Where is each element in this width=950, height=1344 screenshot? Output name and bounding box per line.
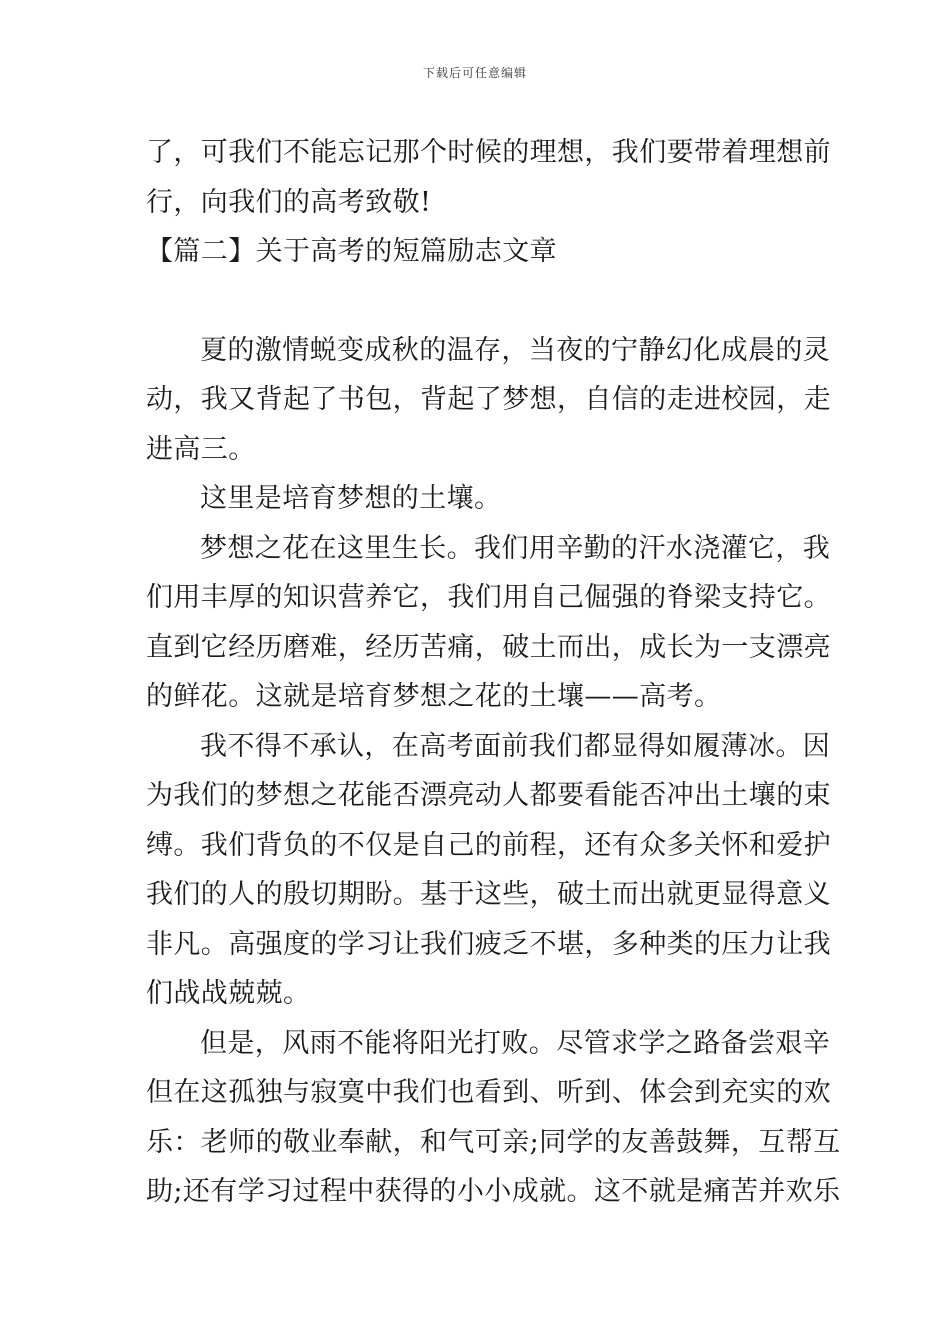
paragraph-first-line: 我不得不承认，在高考面前我们都显得如履薄冰。因 [200,730,831,762]
text-line: 为我们的梦想之花能否漂亮动人都要看能否冲出土壤的束 [146,780,831,811]
text-line: 进高三。 [146,433,256,465]
text-line: 直到它经历磨难，经历苦痛，破土而出，成长为一支漂亮 [146,631,831,663]
paragraph-first-line: 这里是培育梦想的土壤。 [200,483,502,514]
text-line: 但在这孤独与寂寞中我们也看到、听到、体会到充实的欢 [146,1077,831,1108]
text-line: 动，我又背起了书包，背起了梦想，自信的走进校园，走 [146,384,831,415]
page-header: 下载后可任意编辑 [422,66,527,80]
text-line: 行，向我们的高考致敬! [146,186,432,218]
blank-space [146,277,810,326]
text-line: 了，可我们不能忘记那个时候的理想，我们要带着理想前 [146,137,831,168]
text-line: 非凡。高强度的学习让我们疲乏不堪，多种类的压力让我 [146,928,831,960]
paragraph-first-line: 但是，风雨不能将阳光打败。尽管求学之路备尝艰辛 [200,1027,831,1059]
text-line: 乐：老师的敬业奉献，和气可亲;同学的友善鼓舞，互帮互 [146,1126,841,1158]
paragraph-first-line: 夏的激情蜕变成秋的温存，当夜的宁静幻化成晨的灵 [200,334,831,366]
text-line: 们战战兢兢。 [146,978,311,1009]
text-line: 们用丰厚的知识营养它，我们用自己倔强的脊梁支持它。 [146,582,831,613]
document-body [146,128,841,1217]
text-line: 助;还有学习过程中获得的小小成就。这不就是痛苦并欢乐 [146,1176,841,1207]
paragraph-first-line: 梦想之花在这里生长。我们用辛勤的汗水浇灌它，我 [200,532,831,564]
text-line: 的鲜花。这就是培育梦想之花的土壤——高考。 [146,681,722,712]
text-line: 我们的人的殷切期盼。基于这些，破土而出就更显得意义 [146,879,831,910]
text-line: 缚。我们背负的不仅是自己的前程，还有众多关怀和爱护 [146,829,831,861]
section-heading: 【篇二】关于高考的短篇励志文章 [146,236,557,267]
